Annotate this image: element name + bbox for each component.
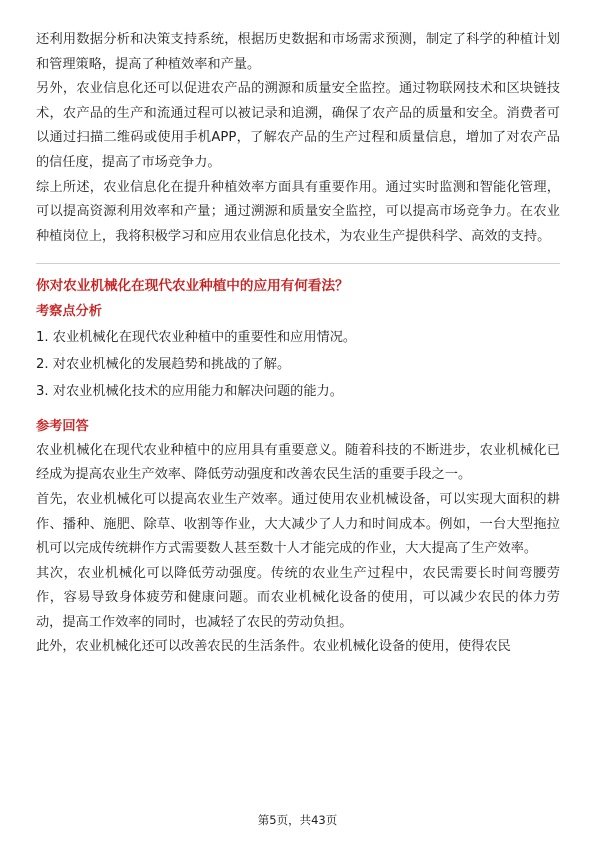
paragraph: 另外，农业信息化还可以促进农产品的溯源和质量安全监控。通过物联网技术和区块链技术，农产品的生产和流通过程可以被记录和追溯，确保了农产品的质量和安全。消费者可以通过扫描二维码或使用手机APP，了解农产品的生产过程和质量信息，增加了对农产品的信任度，提高了市场竞争力。 xyxy=(36,81,560,170)
analysis-list xyxy=(36,326,560,404)
list-item: 1. 农业机械化在现代农业种植中的重要性和应用情况。 xyxy=(36,330,357,346)
section-divider xyxy=(36,263,560,264)
list-item: 3. 对农业机械化技术的应用能力和解决问题的能力。 xyxy=(36,383,343,399)
page-number: 第5页，共43页 xyxy=(257,813,338,827)
paragraph: 首先，农业机械化可以提高农业生产效率。通过使用农业机械设备，可以实现大面积的耕作、播种、施肥、除草、收割等作业，大大减少了人力和时间成本。例如，一台大型拖拉机可以完成传统耕作方式需要数人甚至数十人才能完成的作业，大大提高了生产效率。 xyxy=(36,491,560,557)
analysis-heading: 考察点分析 xyxy=(36,304,102,320)
paragraph: 综上所述，农业信息化在提升种植效率方面具有重要作用。通过实时监测和智能化管理，可以提高资源利用效率和产量；通过溯源和质量安全监控，可以提高市场竞争力。在农业种植岗位上，我将积极学习和应用农业信息化技术，为农业生产提供科学、高效的支持。 xyxy=(36,179,560,244)
answer-section xyxy=(36,439,560,660)
intro-section xyxy=(36,28,560,249)
question-title: 你对农业机械化在现代农业种植中的应用有何看法？ xyxy=(36,278,349,295)
paragraph: 农业机械化在现代农业种植中的应用具有重要意义。随着科技的不断进步，农业机械化已经成为提高农业生产效率、降低劳动强度和改善农民生活的重要手段之一。 xyxy=(36,442,560,483)
paragraph: 还利用数据分析和决策支持系统，根据历史数据和市场需求预测，制定了科学的种植计划和管理策略，提高了种植效率和产量。 xyxy=(36,32,560,72)
page-content xyxy=(36,28,560,660)
paragraph: 其次，农业机械化可以降低劳动强度。传统的农业生产过程中，农民需要长时间弯腰劳作，容易导致身体疲劳和健康问题。而农业机械化设备的使用，可以减少农民的体力劳动，提高工作效率的同时，也减轻了农民的劳动负担。 xyxy=(36,565,560,630)
answer-heading: 参考回答 xyxy=(36,418,89,434)
list-item: 2. 对农业机械化的发展趋势和挑战的了解。 xyxy=(36,357,291,373)
paragraph: 此外，农业机械化还可以改善农民的生活条件。农业机械化设备的使用，使得农民 xyxy=(36,639,511,655)
